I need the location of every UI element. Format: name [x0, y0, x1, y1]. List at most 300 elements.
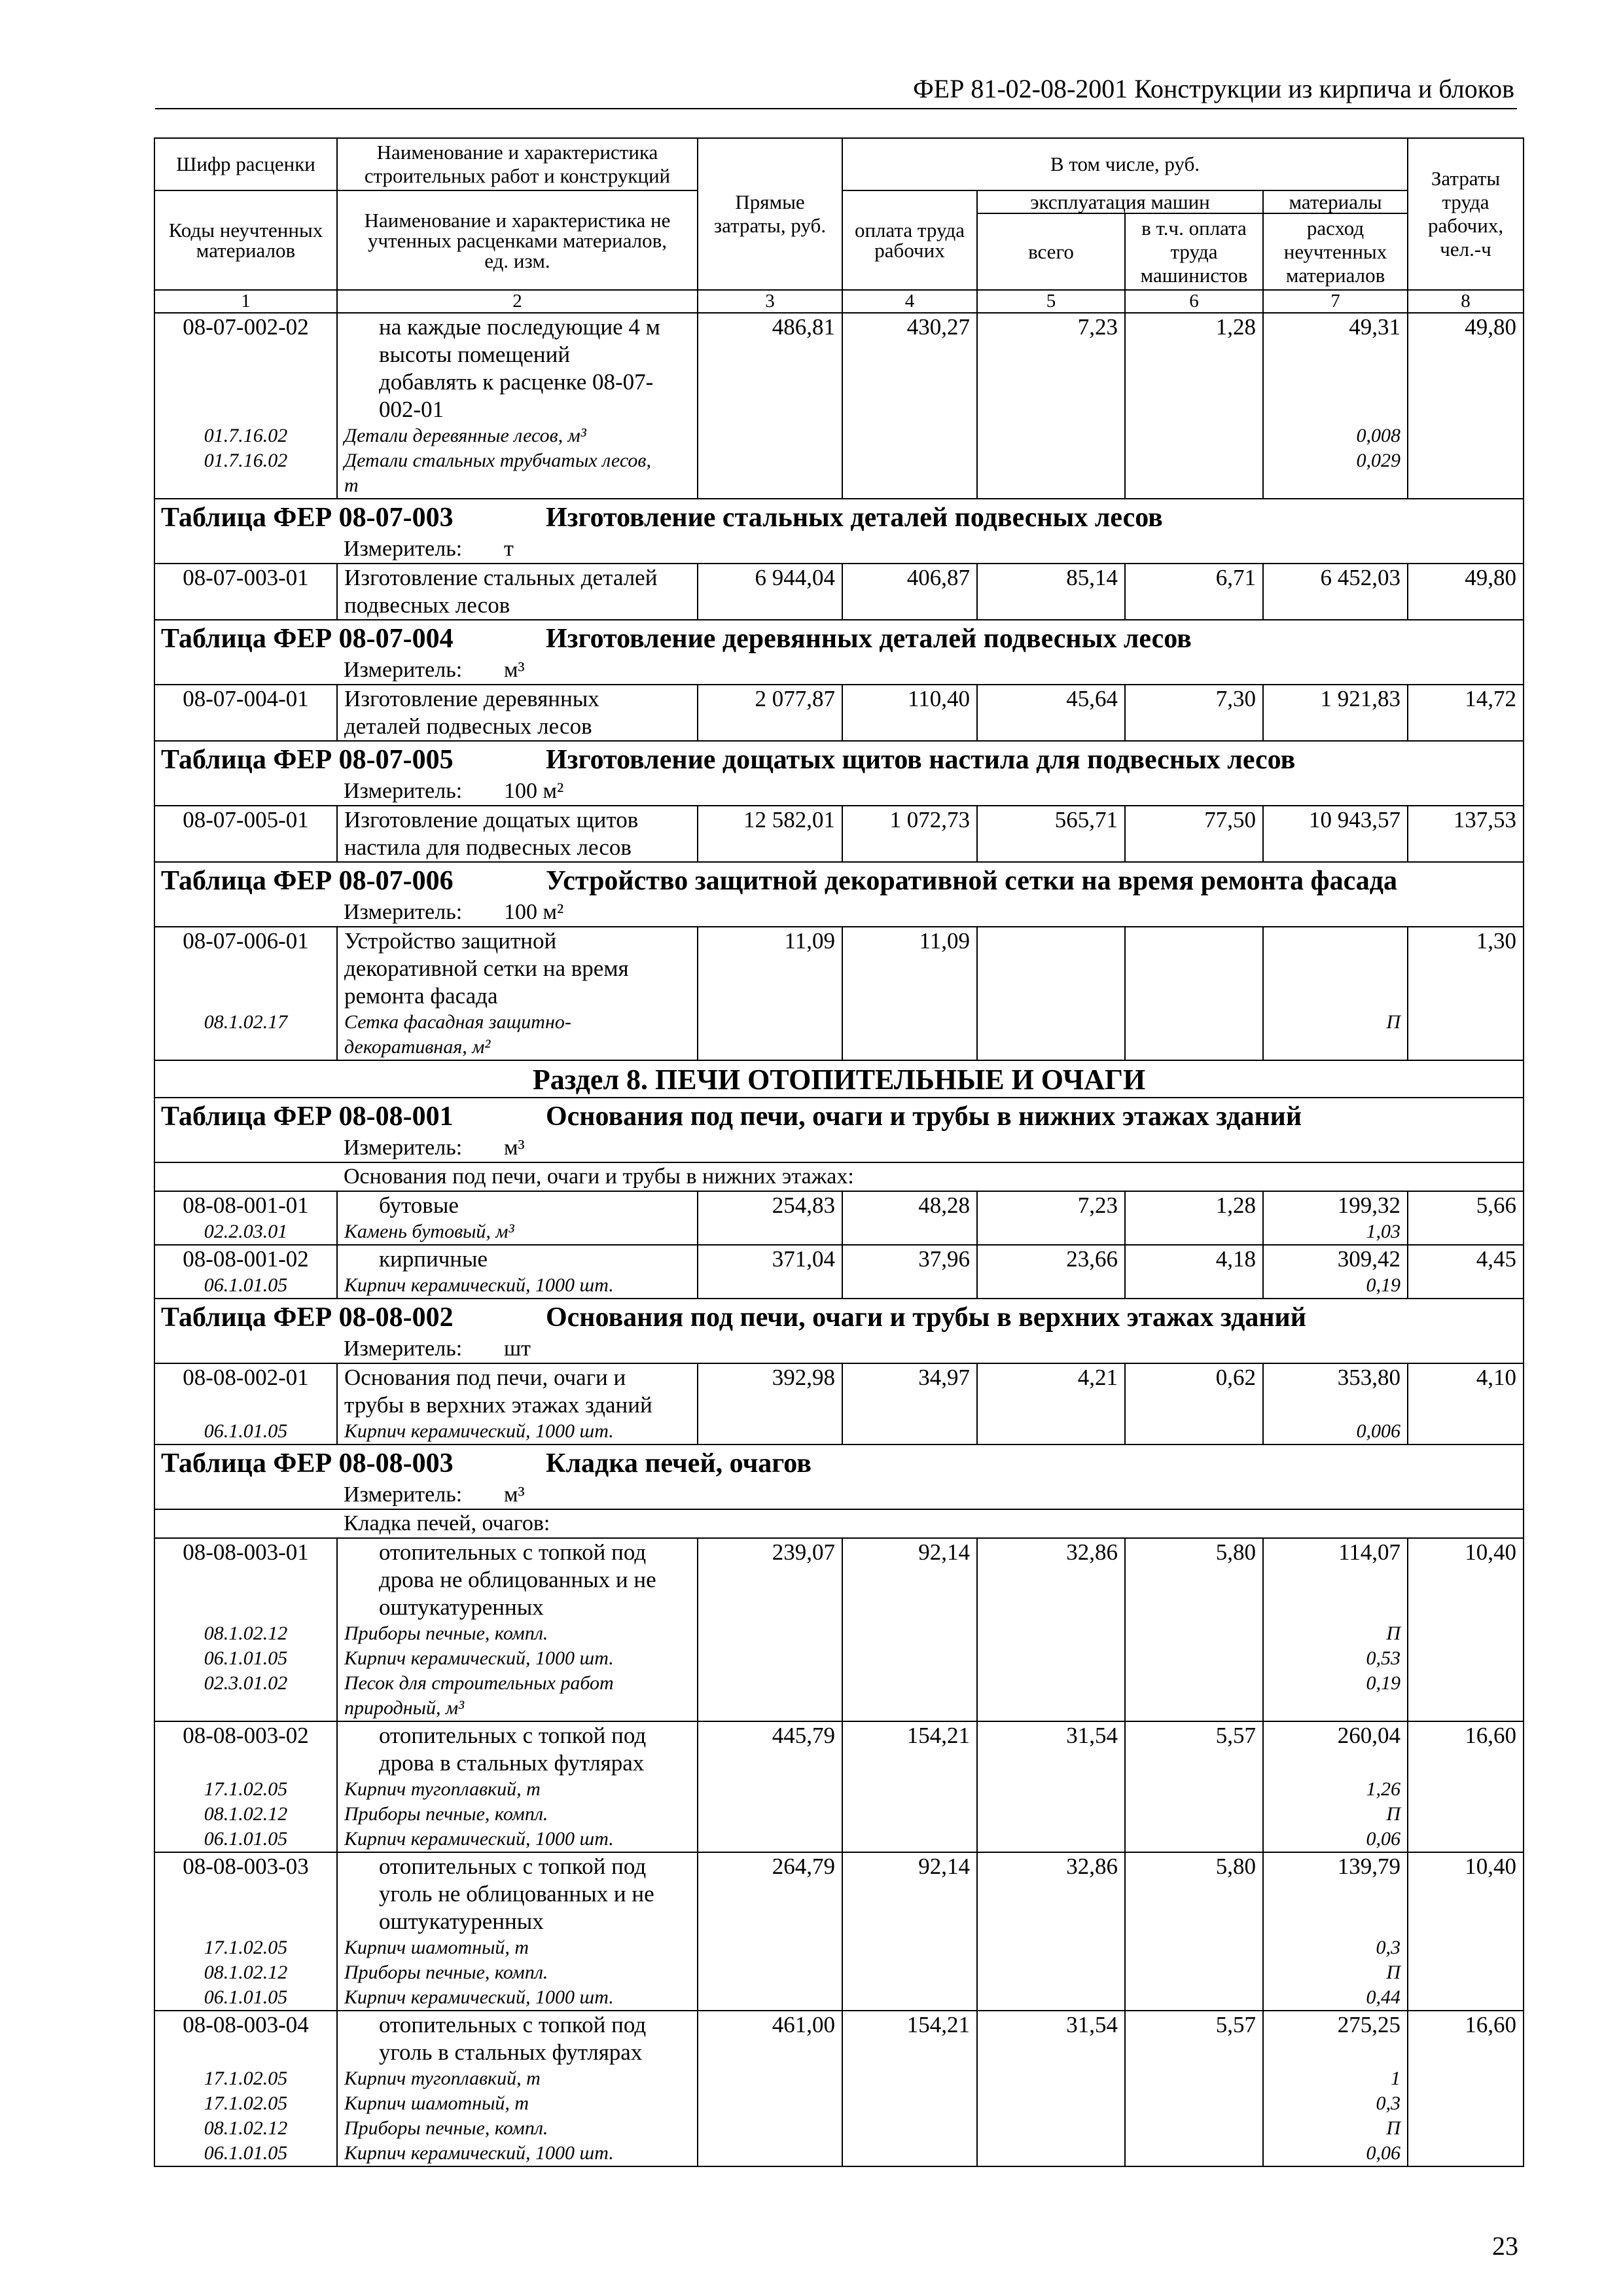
material-name-line: Кирпич тугоплавкий, т	[344, 1778, 541, 1800]
machines-total: 45,64	[1066, 686, 1118, 711]
rate-name-line: Изготовление деревянных	[344, 686, 599, 711]
material-quantity: П	[1386, 1623, 1401, 1644]
header-material-names	[337, 190, 698, 290]
direct-costs: 392,98	[772, 1365, 835, 1390]
rate-code: 08-08-003-04	[183, 2012, 309, 2037]
material-quantity: 0,44	[1366, 1986, 1401, 2008]
labor-costs-cell	[1408, 564, 1524, 620]
worker-wages: 92,14	[918, 1539, 970, 1565]
note-cell-wrap	[154, 1509, 1524, 1538]
header-rule	[155, 108, 1517, 109]
machinist-wages-cell	[1125, 313, 1263, 499]
rate-code: 08-08-003-03	[183, 1854, 309, 1879]
table-heading	[155, 1445, 1523, 1480]
material-quantity: 0,029	[1356, 450, 1401, 471]
rate-name-cell	[337, 2011, 698, 2166]
machinist-wages: 1,28	[1215, 1193, 1256, 1218]
rate-code-cell	[154, 1363, 337, 1444]
labor-costs-cell	[1408, 1538, 1524, 1721]
worker-wages: 430,27	[906, 314, 970, 340]
materials-cost-cell	[1263, 1538, 1408, 1721]
rate-code: 08-07-004-01	[183, 686, 309, 711]
header-text-line: рабочих,	[1427, 214, 1504, 237]
column-number: 8	[1408, 290, 1524, 313]
table-header	[154, 138, 1524, 313]
direct-costs: 6 944,04	[755, 565, 835, 590]
table-title: Основания под печи, очаги и трубы в верхних этажах зданий	[546, 1302, 1306, 1333]
machinist-wages: 1,28	[1215, 314, 1256, 340]
material-name-line: Сетка фасадная защитно-	[344, 1011, 571, 1033]
material-quantity: 0,19	[1366, 1672, 1401, 1694]
material-quantity: 0,06	[1366, 2142, 1401, 2164]
machines-total-cell	[977, 1245, 1125, 1299]
table-heading-row	[154, 1098, 1524, 1162]
material-code: 06.1.01.05	[204, 2142, 288, 2164]
header-text-line: материалы	[1289, 190, 1382, 213]
material-code: 02.2.03.01	[204, 1221, 288, 1242]
table-number: Таблица ФЕР 08-07-004	[161, 624, 454, 654]
rate-code: 08-07-005-01	[183, 807, 309, 833]
section-row	[154, 1060, 1524, 1098]
header-machines-total	[977, 213, 1125, 290]
rate-name-line: отопительных с топкой под	[379, 1539, 647, 1565]
machinist-wages: 6,71	[1215, 565, 1256, 590]
rate-name-line: добавлять к расценке 08-07-	[379, 369, 654, 395]
rate-name-cell	[337, 806, 698, 862]
rate-name-line: уголь не облицованных и не	[379, 1881, 654, 1907]
rate-name-line: Изготовление дощатых щитов	[344, 807, 639, 833]
materials-cost: 114,07	[1338, 1539, 1401, 1565]
rate-name-line: 002-01	[379, 397, 444, 422]
worker-wages: 154,21	[906, 1723, 970, 1748]
labor-costs-cell	[1408, 1191, 1524, 1245]
header-direct-costs	[698, 138, 842, 290]
materials-cost: 309,42	[1337, 1246, 1401, 1272]
rate-row	[154, 1852, 1524, 2011]
direct-costs: 445,79	[772, 1723, 835, 1748]
material-name-line: Детали стальных трубчатых лесов,	[344, 450, 651, 471]
machines-total-cell	[977, 927, 1125, 1060]
table-title: Изготовление деревянных деталей подвесных лесов	[546, 624, 1192, 654]
rate-name-cell	[337, 564, 698, 620]
material-code: 17.1.02.05	[204, 1778, 288, 1800]
machinist-wages-cell	[1125, 1721, 1263, 1852]
table-heading-row	[154, 1299, 1524, 1363]
table-title: Изготовление стальных деталей подвесных лесов	[546, 503, 1163, 533]
material-quantity: 1,26	[1366, 1778, 1401, 1800]
group-note: Основания под печи, очаги и трубы в нижних этажах:	[344, 1164, 854, 1189]
rate-name-cell	[337, 927, 698, 1060]
labor-costs-cell	[1408, 1363, 1524, 1444]
material-code: 17.1.02.05	[204, 2092, 288, 2114]
rate-code: 08-08-001-01	[183, 1193, 309, 1218]
machines-total: 85,14	[1066, 565, 1118, 590]
unit-value: м³	[504, 658, 525, 682]
table-title: Изготовление дощатых щитов настила для подвесных лесов	[546, 745, 1296, 775]
table-heading-cell	[154, 620, 1524, 685]
machinist-wages-cell	[1125, 1245, 1263, 1299]
material-name-line: Приборы печные, компл.	[344, 2117, 548, 2139]
machines-total-cell	[977, 2011, 1125, 2166]
material-name-line: Кирпич керамический, 1000 шт.	[344, 1274, 614, 1296]
direct-costs-cell	[698, 1721, 842, 1852]
materials-cost-cell	[1263, 313, 1408, 499]
rate-code-cell	[154, 313, 337, 499]
direct-costs: 2 077,87	[755, 686, 835, 711]
direct-costs: 12 582,01	[743, 807, 835, 833]
header-text-line: всего	[1028, 240, 1074, 263]
header-rate-code	[154, 138, 337, 190]
header-materials-consumption	[1263, 213, 1408, 290]
rate-code-cell	[154, 1191, 337, 1245]
machines-total: 32,86	[1066, 1854, 1118, 1879]
rate-row	[154, 1363, 1524, 1444]
material-name-line: Кирпич шамотный, т	[344, 1937, 529, 1958]
note-cell-wrap	[154, 1162, 1524, 1191]
materials-cost-cell	[1263, 1245, 1408, 1299]
labor-costs: 1,30	[1476, 928, 1517, 954]
material-code: 01.7.16.02	[204, 425, 288, 446]
rate-code: 08-07-002-02	[183, 314, 309, 340]
header-text-line: В том числе, руб.	[1050, 152, 1200, 175]
materials-cost: 353,80	[1337, 1365, 1401, 1390]
material-code: 02.3.01.02	[204, 1672, 288, 1694]
direct-costs: 239,07	[772, 1539, 835, 1565]
materials-cost: 199,32	[1337, 1193, 1401, 1218]
labor-costs: 4,45	[1476, 1246, 1517, 1272]
rate-code: 08-08-001-02	[183, 1246, 309, 1272]
table-number: Таблица ФЕР 08-08-001	[161, 1102, 454, 1132]
table-number: Таблица ФЕР 08-07-006	[161, 866, 454, 896]
worker-wages: 406,87	[906, 565, 970, 590]
machines-total-cell	[977, 1538, 1125, 1721]
unit-line	[155, 535, 1523, 563]
unit-label: Измеритель:	[344, 1136, 463, 1160]
rate-name-line: кирпичные	[379, 1246, 488, 1272]
machines-total: 7,23	[1077, 1193, 1118, 1218]
materials-cost: 6 452,03	[1320, 565, 1401, 590]
worker-wages: 1 072,73	[889, 807, 970, 833]
direct-costs-cell	[698, 313, 842, 499]
direct-costs: 254,83	[772, 1193, 835, 1218]
table-heading	[155, 499, 1523, 535]
worker-wages-cell	[842, 1852, 977, 2011]
machinist-wages-cell	[1125, 1363, 1263, 1444]
direct-costs-cell	[698, 927, 842, 1060]
material-quantity: 1	[1391, 2068, 1401, 2089]
materials-cost: 49,31	[1349, 314, 1401, 340]
machinist-wages: 5,80	[1215, 1854, 1256, 1879]
note-row	[154, 1162, 1524, 1191]
worker-wages-cell	[842, 927, 977, 1060]
table-heading-cell	[154, 499, 1524, 564]
materials-cost: 10 943,57	[1309, 807, 1401, 833]
header-text-line: рабочих	[874, 239, 945, 262]
materials-cost: 260,04	[1337, 1723, 1401, 1748]
rate-name-line: ремонта фасада	[344, 983, 498, 1009]
material-code: 08.1.02.17	[204, 1011, 288, 1033]
unit-value: т	[504, 537, 514, 561]
rate-name-cell	[337, 1245, 698, 1299]
running-header: ФЕР 81-02-08-2001 Конструкции из кирпича и блоков	[913, 74, 1514, 103]
machinist-wages: 5,57	[1215, 2012, 1256, 2037]
rate-row	[154, 2011, 1524, 2166]
material-code: 08.1.02.12	[204, 2117, 288, 2139]
materials-cost-cell	[1263, 1852, 1408, 2011]
rate-name-cell	[337, 1721, 698, 1852]
unit-line	[155, 1335, 1523, 1363]
labor-costs: 16,60	[1465, 1723, 1517, 1748]
header-text-line: эксплуатация машин	[1030, 190, 1210, 213]
header-text-line: машинистов	[1140, 263, 1248, 287]
rate-row	[154, 1538, 1524, 1721]
rate-code: 08-08-002-01	[183, 1365, 309, 1390]
rate-row	[154, 927, 1524, 1060]
labor-costs-cell	[1408, 1852, 1524, 2011]
rate-row	[154, 564, 1524, 620]
direct-costs-cell	[698, 1191, 842, 1245]
machinist-wages: 77,50	[1204, 807, 1256, 833]
machines-total: 23,66	[1066, 1246, 1118, 1272]
worker-wages: 154,21	[906, 2012, 970, 2037]
header-machines	[977, 190, 1263, 213]
table-heading-row	[154, 862, 1524, 927]
column-number: 6	[1125, 290, 1263, 313]
header-text-line: труда	[1170, 240, 1218, 263]
rate-name-cell	[337, 1538, 698, 1721]
material-name-line: т	[344, 475, 359, 496]
rate-code: 08-08-003-02	[183, 1723, 309, 1748]
labor-costs: 49,80	[1465, 314, 1517, 340]
rate-code-cell	[154, 2011, 337, 2166]
rate-name-line: отопительных с топкой под	[379, 1854, 647, 1879]
material-quantity: П	[1386, 1803, 1401, 1825]
table-heading	[155, 742, 1523, 777]
material-code: 17.1.02.05	[204, 2068, 288, 2089]
header-labor-costs	[1408, 138, 1524, 290]
worker-wages-cell	[842, 1363, 977, 1444]
machines-total-cell	[977, 313, 1125, 499]
materials-cost-cell	[1263, 1721, 1408, 1852]
machines-total: 4,21	[1077, 1365, 1118, 1390]
header-text-line: в т.ч. оплата	[1141, 216, 1247, 240]
header-text-line: Наименование и характеристика не	[364, 208, 671, 232]
machines-total: 31,54	[1066, 1723, 1118, 1748]
rates-table-body	[154, 313, 1524, 2166]
direct-costs: 461,00	[772, 2012, 835, 2037]
rate-row	[154, 685, 1524, 741]
unit-label: Измеритель:	[344, 537, 463, 561]
header-material-codes	[154, 190, 337, 290]
machines-total-cell	[977, 1363, 1125, 1444]
rate-row	[154, 1721, 1524, 1852]
materials-cost-cell	[1263, 806, 1408, 862]
material-code: 08.1.02.12	[204, 1623, 288, 1644]
table-heading	[155, 1299, 1523, 1335]
header-materials	[1263, 190, 1408, 213]
direct-costs-cell	[698, 564, 842, 620]
material-quantity: 0,3	[1376, 1937, 1401, 1958]
rate-name-line: отопительных с топкой под	[379, 2012, 647, 2037]
header-text-line: оплата труда	[854, 219, 965, 242]
header-text-line: труда	[1442, 190, 1489, 213]
direct-costs: 264,79	[772, 1854, 835, 1879]
labor-costs: 16,60	[1465, 2012, 1517, 2037]
material-code: 08.1.02.12	[204, 1803, 288, 1825]
worker-wages-cell	[842, 685, 977, 741]
labor-costs: 10,40	[1465, 1539, 1517, 1565]
rate-name-line: Основания под печи, очаги и	[344, 1365, 626, 1390]
rate-row	[154, 1191, 1524, 1245]
note-row	[154, 1509, 1524, 1538]
header-text-line: ед. изм.	[484, 249, 550, 272]
material-quantity: 0,53	[1366, 1647, 1401, 1669]
unit-line	[155, 656, 1523, 684]
labor-costs-cell	[1408, 927, 1524, 1060]
unit-value: м³	[504, 1482, 525, 1507]
unit-value: 100 м²	[504, 779, 564, 803]
labor-costs: 49,80	[1465, 565, 1517, 590]
column-number: 7	[1263, 290, 1408, 313]
materials-cost-cell	[1263, 2011, 1408, 2166]
labor-costs-cell	[1408, 1721, 1524, 1852]
header-text-line: Коды неучтенных	[168, 219, 323, 242]
rate-code-cell	[154, 1721, 337, 1852]
material-name-line: Кирпич керамический, 1000 шт.	[344, 1420, 614, 1442]
material-quantity: 0,06	[1366, 1828, 1401, 1850]
rate-code-cell	[154, 1245, 337, 1299]
machinist-wages: 5,57	[1215, 1723, 1256, 1748]
table-heading	[155, 1098, 1523, 1134]
rate-name-line: трубы в верхних этажах зданий	[344, 1392, 652, 1418]
worker-wages-cell	[842, 806, 977, 862]
direct-costs: 11,09	[784, 928, 835, 954]
table-heading-row	[154, 1444, 1524, 1509]
table-heading-row	[154, 620, 1524, 685]
worker-wages: 37,96	[918, 1246, 970, 1272]
machinist-wages: 4,18	[1215, 1246, 1256, 1272]
machines-total-cell	[977, 806, 1125, 862]
rate-name-cell	[337, 1852, 698, 2011]
rate-row	[154, 313, 1524, 499]
material-name-line: Кирпич керамический, 1000 шт.	[344, 2142, 614, 2164]
material-code: 06.1.01.05	[204, 1274, 288, 1296]
machinist-wages-cell	[1125, 927, 1263, 1060]
material-name-line: Кирпич шамотный, т	[344, 2092, 529, 2114]
worker-wages-cell	[842, 313, 977, 499]
material-name-line: Детали деревянные лесов, м³	[344, 425, 586, 446]
table-heading-cell	[154, 1299, 1524, 1363]
table-number: Таблица ФЕР 08-08-002	[161, 1302, 454, 1333]
rate-name-line: бутовые	[379, 1193, 459, 1218]
direct-costs-cell	[698, 806, 842, 862]
labor-costs: 10,40	[1465, 1854, 1517, 1879]
header-text-line: материалов	[1285, 263, 1385, 287]
machines-total	[978, 927, 1118, 1010]
rate-code-cell	[154, 685, 337, 741]
material-code: 06.1.01.05	[204, 1828, 288, 1850]
materials-cost-cell	[1263, 564, 1408, 620]
worker-wages-cell	[842, 1721, 977, 1852]
unit-line	[155, 1480, 1523, 1509]
materials-cost-cell	[1263, 1363, 1408, 1444]
material-quantity: П	[1386, 2117, 1401, 2139]
unit-label: Измеритель:	[344, 1336, 463, 1361]
material-code: 08.1.02.12	[204, 1962, 288, 1983]
machines-total: 7,23	[1077, 314, 1118, 340]
header-wages	[842, 190, 977, 290]
rate-code-cell	[154, 1538, 337, 1721]
materials-cost-cell	[1263, 1191, 1408, 1245]
machinist-wages: 7,30	[1215, 686, 1256, 711]
rate-code-cell	[154, 806, 337, 862]
worker-wages-cell	[842, 2011, 977, 2166]
rate-name-line: декоративной сетки на время	[344, 956, 629, 981]
machinist-wages-cell	[1125, 1538, 1263, 1721]
rates-table	[154, 137, 1524, 2167]
machinist-wages: 5,80	[1215, 1539, 1256, 1565]
table-title: Кладка печей, очагов	[546, 1448, 812, 1479]
machinist-wages: 0,62	[1215, 1365, 1256, 1390]
header-including	[842, 138, 1408, 190]
machines-total: 32,86	[1066, 1539, 1118, 1565]
rate-code: 08-08-003-01	[183, 1539, 309, 1565]
unit-value: м³	[504, 1136, 525, 1160]
direct-costs-cell	[698, 1245, 842, 1299]
rate-code-cell	[154, 927, 337, 1060]
rate-code-cell	[154, 564, 337, 620]
header-text-line: учтенных расценками материалов,	[367, 228, 668, 252]
rate-code-cell	[154, 1852, 337, 2011]
rate-row	[154, 806, 1524, 862]
header-text-line: затраты, руб.	[713, 214, 827, 237]
table-number: Таблица ФЕР 08-07-005	[161, 745, 454, 775]
rate-name-line: высоты помещений	[379, 342, 571, 367]
material-code: 06.1.01.05	[204, 1420, 288, 1442]
table-number: Таблица ФЕР 08-08-003	[161, 1448, 454, 1479]
machines-total: 31,54	[1066, 2012, 1118, 2037]
worker-wages: 34,97	[918, 1365, 970, 1390]
direct-costs-cell	[698, 1852, 842, 2011]
rate-code: 08-07-006-01	[183, 928, 309, 954]
unit-label: Измеритель:	[344, 779, 463, 803]
table-heading-cell	[154, 741, 1524, 806]
rate-name-line: отопительных с топкой под	[379, 1723, 647, 1748]
rate-name-line: дрова не облицованных и не	[379, 1567, 656, 1592]
header-text-line: неучтенных	[1283, 240, 1387, 263]
material-quantity: 0,008	[1356, 425, 1401, 446]
material-name-line: Камень бутовый, м³	[344, 1221, 514, 1242]
material-quantity: 0,006	[1356, 1420, 1401, 1442]
table-heading	[155, 863, 1523, 898]
header-text-line: расход	[1306, 216, 1364, 240]
material-code: 06.1.01.05	[204, 1986, 288, 2008]
materials-cost: 275,25	[1337, 2012, 1401, 2037]
group-note: Кладка печей, очагов:	[344, 1511, 550, 1535]
material-quantity: 0,19	[1366, 1274, 1401, 1296]
material-quantity: 0,3	[1376, 2092, 1401, 2114]
materials-cost-cell	[1263, 927, 1408, 1060]
machines-total-cell	[977, 685, 1125, 741]
rate-code: 08-07-003-01	[183, 565, 309, 590]
worker-wages-cell	[842, 564, 977, 620]
table-number: Таблица ФЕР 08-07-003	[161, 503, 454, 533]
unit-value: шт	[504, 1336, 531, 1361]
labor-costs: 4,10	[1476, 1365, 1517, 1390]
table-heading-row	[154, 499, 1524, 564]
labor-costs-cell	[1408, 1245, 1524, 1299]
worker-wages: 110,40	[908, 686, 970, 711]
